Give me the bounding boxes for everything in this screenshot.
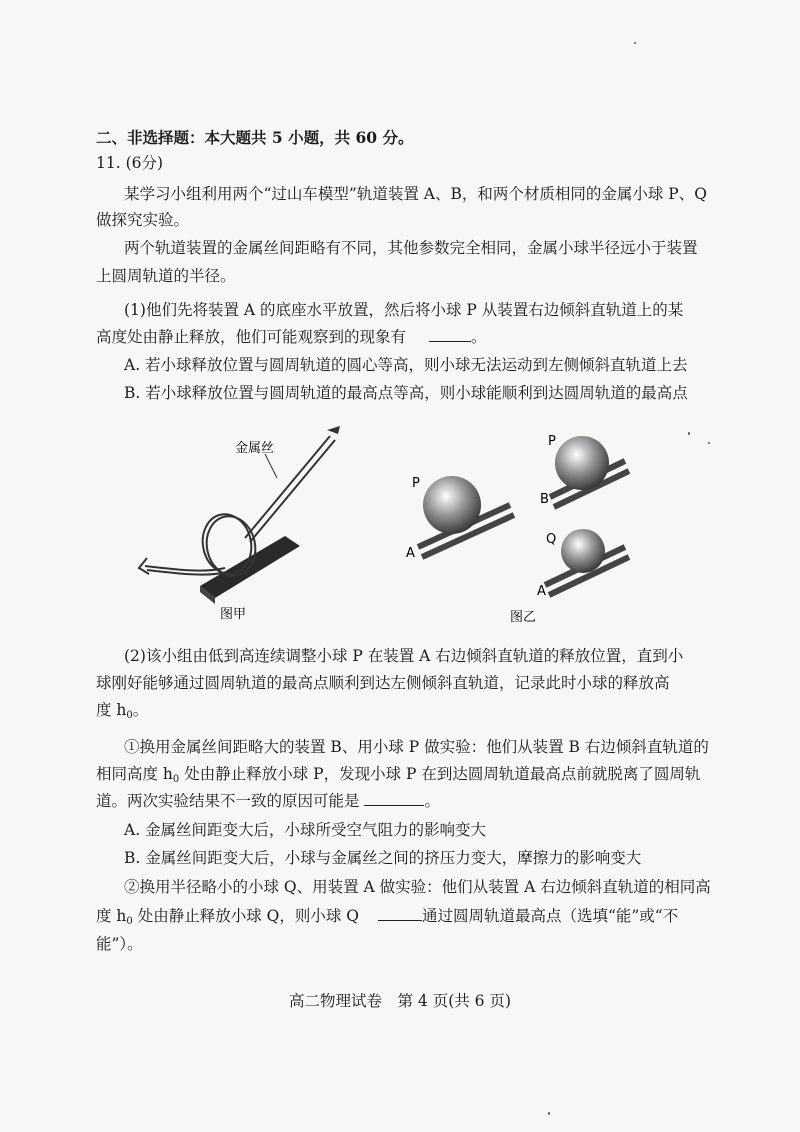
sub1-text-b: 处由静止释放小球 P，发现小球 P 在到达圆周轨道最高点前就脱离了圆周轨	[179, 765, 701, 783]
label-ball-p-2: P	[548, 434, 556, 449]
part1-line-1: (1)他们先将装置 A 的底座水平放置，然后将小球 P 从装置右边倾斜直轨道上的某	[124, 301, 684, 319]
sub2-text-a: 度 h	[96, 907, 127, 925]
intro-line-3: 两个轨道装置的金属丝间距略有不同，其他参数完全相同，金属小球半径远小于装置	[124, 239, 698, 257]
part2-text: 度 h	[96, 701, 127, 719]
scan-speck	[688, 432, 690, 435]
intro-line-2: 做探究实验。	[96, 211, 190, 229]
ball-p-on-track-b	[540, 434, 629, 507]
sub1-line-3: 道。两次实验结果不一致的原因可能是 。	[96, 792, 440, 810]
part2-line-1: (2)该小组由低到高连续调整小球 P 在装置 A 右边倾斜直轨道的释放位置，直到小	[124, 647, 684, 665]
label-ball-p: P	[412, 476, 420, 491]
sub2-line-3: 能”）。	[96, 935, 143, 953]
h-subscript-2: 0	[172, 774, 180, 785]
option-2b: B. 金属丝间距变大后，小球与金属丝之间的挤压力变大，摩擦力的影响变大	[124, 849, 642, 867]
label-track-a: A	[406, 546, 415, 561]
part1-prompt: 高度处由静止释放，他们可能观察到的现象有	[96, 328, 407, 346]
part2-line-2: 球刚好能够通过圆周轨道的最高点顺利到达左侧倾斜直轨道，记录此时小球的释放高	[96, 674, 670, 692]
figure-yi-caption: 图乙	[510, 610, 537, 625]
option-1b: B. 若小球释放位置与圆周轨道的最高点等高，则小球能顺利到达圆周轨道的最高点	[124, 384, 688, 402]
answer-blank-2[interactable]	[364, 791, 424, 806]
wire-label: 金属丝	[235, 441, 275, 456]
figure-jia	[135, 418, 355, 628]
part1-line-2: 高度处由静止释放，他们可能观察到的现象有 。	[96, 328, 487, 346]
section-title: 二、非选择题：本大题共 5 小题，共 60 分。	[96, 128, 414, 147]
part2-line-3	[96, 700, 716, 726]
sub2-text-b: 处由静止释放小球 Q，则小球 Q	[132, 907, 359, 925]
scan-speck	[634, 42, 636, 44]
scan-speck	[548, 1112, 550, 1115]
figure-yi	[400, 425, 640, 625]
intro-line-4: 上圆周轨道的半径。	[96, 267, 236, 285]
ball-q-on-track-a	[537, 529, 629, 599]
sub2-line-1: ②换用半径略小的小球 Q、用装置 A 做实验：他们从装置 A 右边倾斜直轨道的相同高	[124, 878, 711, 896]
sub2-text-c: 通过圆周轨道最高点（选填“能”或“不	[421, 907, 679, 925]
option-2a: A. 金属丝间距变大后，小球所受空气阻力的影响变大	[124, 821, 487, 839]
answer-blank-1[interactable]	[429, 327, 471, 342]
figure-jia-caption: 图甲	[220, 607, 247, 622]
label-ball-q: Q	[546, 532, 557, 547]
answer-blank-3[interactable]	[378, 906, 422, 921]
page-footer: 高二物理试卷 第 4 页(共 6 页)	[288, 992, 512, 1010]
option-1a: A. 若小球释放位置与圆周轨道的圆心等高，则小球无法运动到左侧倾斜直轨道上去	[124, 356, 688, 374]
part2-end: 。	[132, 701, 149, 719]
sub1-text-a: 相同高度 h	[96, 765, 173, 783]
sub2-line-2	[96, 906, 716, 932]
sub1-line-1: ①换用金属丝间距略大的装置 B、用小球 P 做实验：他们从装置 B 右边倾斜直轨道的	[124, 738, 709, 756]
h-subscript-3: 0	[126, 916, 133, 927]
intro-line-1: 某学习小组利用两个“过山车模型”轨道装置 A、B，和两个材质相同的金属小球 P、Q	[124, 185, 707, 203]
scan-speck	[708, 442, 710, 444]
sub1-line-2	[96, 764, 716, 790]
question-number: 11. (6分)	[96, 154, 164, 172]
label-track-a-2: A	[537, 584, 546, 599]
ball-p-on-track-a	[406, 476, 514, 561]
wire-track	[145, 436, 335, 580]
sub1-prompt: 道。两次实验结果不一致的原因可能是	[96, 792, 360, 810]
label-track-b: B	[540, 492, 549, 507]
h-subscript: 0	[126, 710, 133, 721]
